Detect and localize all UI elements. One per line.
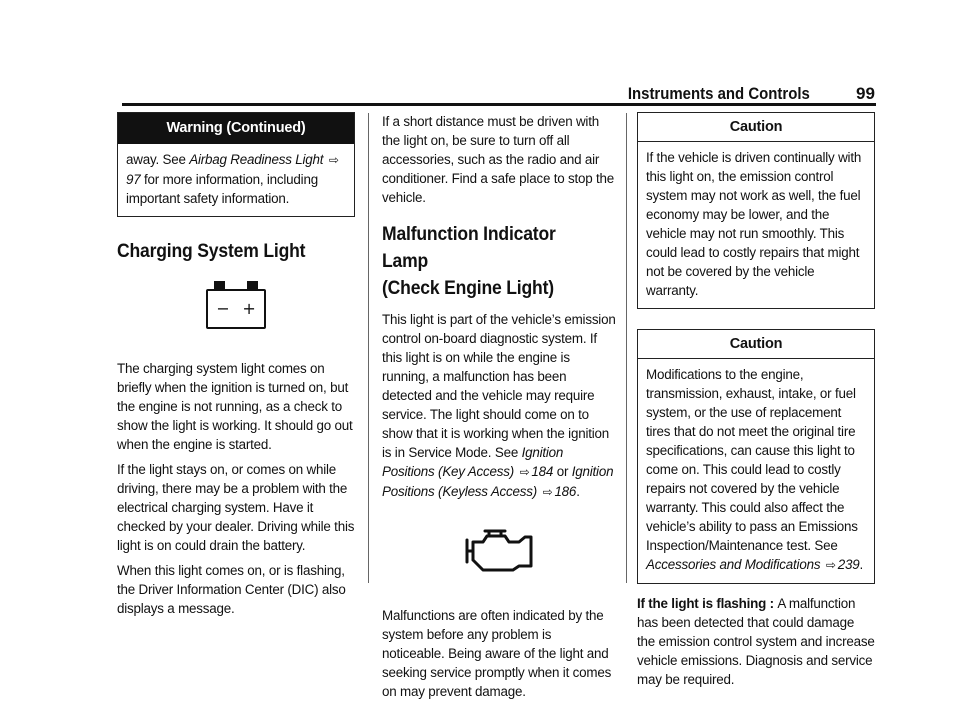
xref-page[interactable]: 184 bbox=[531, 464, 554, 479]
column-2 bbox=[382, 112, 616, 707]
caution-body: If the vehicle is driven continually with this light on, the emission control system may not work as well, the fuel economy may be lower, and the vehicle may not run smoothly. This could lead to costly repairs that might not be covered by the vehicle warranty. bbox=[646, 150, 862, 298]
column-divider bbox=[626, 113, 627, 583]
mil-text: This light is part of the vehicle’s emission control on-board diagnostic system. If this light is on while the engine is running, a malfunction has been detected and the vehicle may require service. The light should come on to show that it is working when the ignition is in Service Mode. See bbox=[382, 312, 616, 460]
end-punct: . bbox=[576, 484, 580, 499]
xref-ignition-key[interactable]: Ignition Positions (Key Access) bbox=[382, 445, 564, 479]
warning-rest: for more information, including important safety information. bbox=[126, 172, 318, 206]
section-title: Instruments and Controls bbox=[627, 84, 810, 103]
page-ref-arrow-icon: ⇨ bbox=[328, 153, 339, 167]
xref-page[interactable]: 239 bbox=[837, 557, 860, 572]
warning-lead: away. See bbox=[126, 152, 190, 167]
warning-title: Warning (Continued) bbox=[118, 113, 354, 144]
column-divider bbox=[368, 113, 369, 583]
page-ref-arrow-icon: ⇨ bbox=[519, 465, 530, 479]
battery-plus: + bbox=[242, 299, 256, 318]
section-heading-line-2: (Check Engine Light) bbox=[382, 277, 554, 299]
xref-page[interactable]: 186 bbox=[554, 484, 577, 499]
caution-body bbox=[638, 359, 874, 583]
paragraph: When this light comes on, or is flashing, the Driver Information Center (DIC) also displays a message. bbox=[117, 563, 346, 616]
caution-text: Modifications to the engine, transmission, exhaust, intake, or fuel system, or the use of replacement tires that do not meet the original tire specifications, can cause this light to come on. This could lead to costly repairs not covered by the vehicle warranty. This could also affect the vehicle’s ability to pass an Emissions Inspection/Maintenance test. See bbox=[646, 367, 858, 553]
page-ref-arrow-icon: ⇨ bbox=[825, 558, 836, 572]
caution-title: Caution bbox=[638, 330, 874, 359]
paragraph bbox=[382, 310, 616, 502]
check-engine-icon bbox=[382, 528, 616, 574]
section-heading: Charging System Light bbox=[117, 240, 306, 262]
or-text: or bbox=[553, 464, 569, 479]
column-1 bbox=[117, 112, 355, 624]
warning-box bbox=[117, 112, 355, 217]
end-punct: . bbox=[859, 557, 863, 572]
caution-box bbox=[637, 329, 875, 584]
xref-page[interactable]: 97 bbox=[126, 172, 141, 187]
column-3 bbox=[637, 112, 875, 695]
xref-airbag-readiness[interactable]: Airbag Readiness Light bbox=[189, 152, 324, 167]
section-heading-line-1: Malfunction Indicator Lamp bbox=[382, 223, 556, 272]
paragraph: The charging system light comes on briefly when the ignition is turned on, but the engine is not running, as a check to show the light is working. It should go out when the engine is started. bbox=[117, 361, 353, 452]
flashing-text: A malfunction has been detected that could damage the emission control system and increase vehicle emissions. Diagnosis and service may be required. bbox=[637, 596, 875, 687]
paragraph: If the light stays on, or comes on while driving, there may be a problem with the electrical charging system. Have it checked by your dealer. Driving while this light is on could drain the battery. bbox=[117, 462, 355, 553]
paragraph bbox=[637, 594, 875, 689]
xref-accessories[interactable]: Accessories and Modifications bbox=[646, 557, 821, 572]
warning-body bbox=[118, 144, 354, 216]
paragraph: If a short distance must be driven with the light on, be sure to turn off all accessories, such as the radio and air conditioner. Find a safe place to stop the vehicle. bbox=[382, 114, 615, 205]
flashing-lead: If the light is flashing : bbox=[637, 596, 778, 611]
caution-box bbox=[637, 112, 875, 309]
page-ref-arrow-icon: ⇨ bbox=[542, 485, 553, 499]
caution-title: Caution bbox=[638, 113, 874, 142]
battery-icon bbox=[117, 281, 355, 329]
battery-minus: − bbox=[216, 299, 230, 318]
xref-ignition-keyless[interactable]: Ignition Positions (Keyless Access) bbox=[382, 464, 614, 499]
header-rule bbox=[122, 103, 876, 106]
page-number: 99 bbox=[856, 84, 875, 103]
paragraph: Malfunctions are often indicated by the system before any problem is noticeable. Being aware of the light and seeking service promptly when it comes on may prevent damage. bbox=[382, 608, 612, 699]
